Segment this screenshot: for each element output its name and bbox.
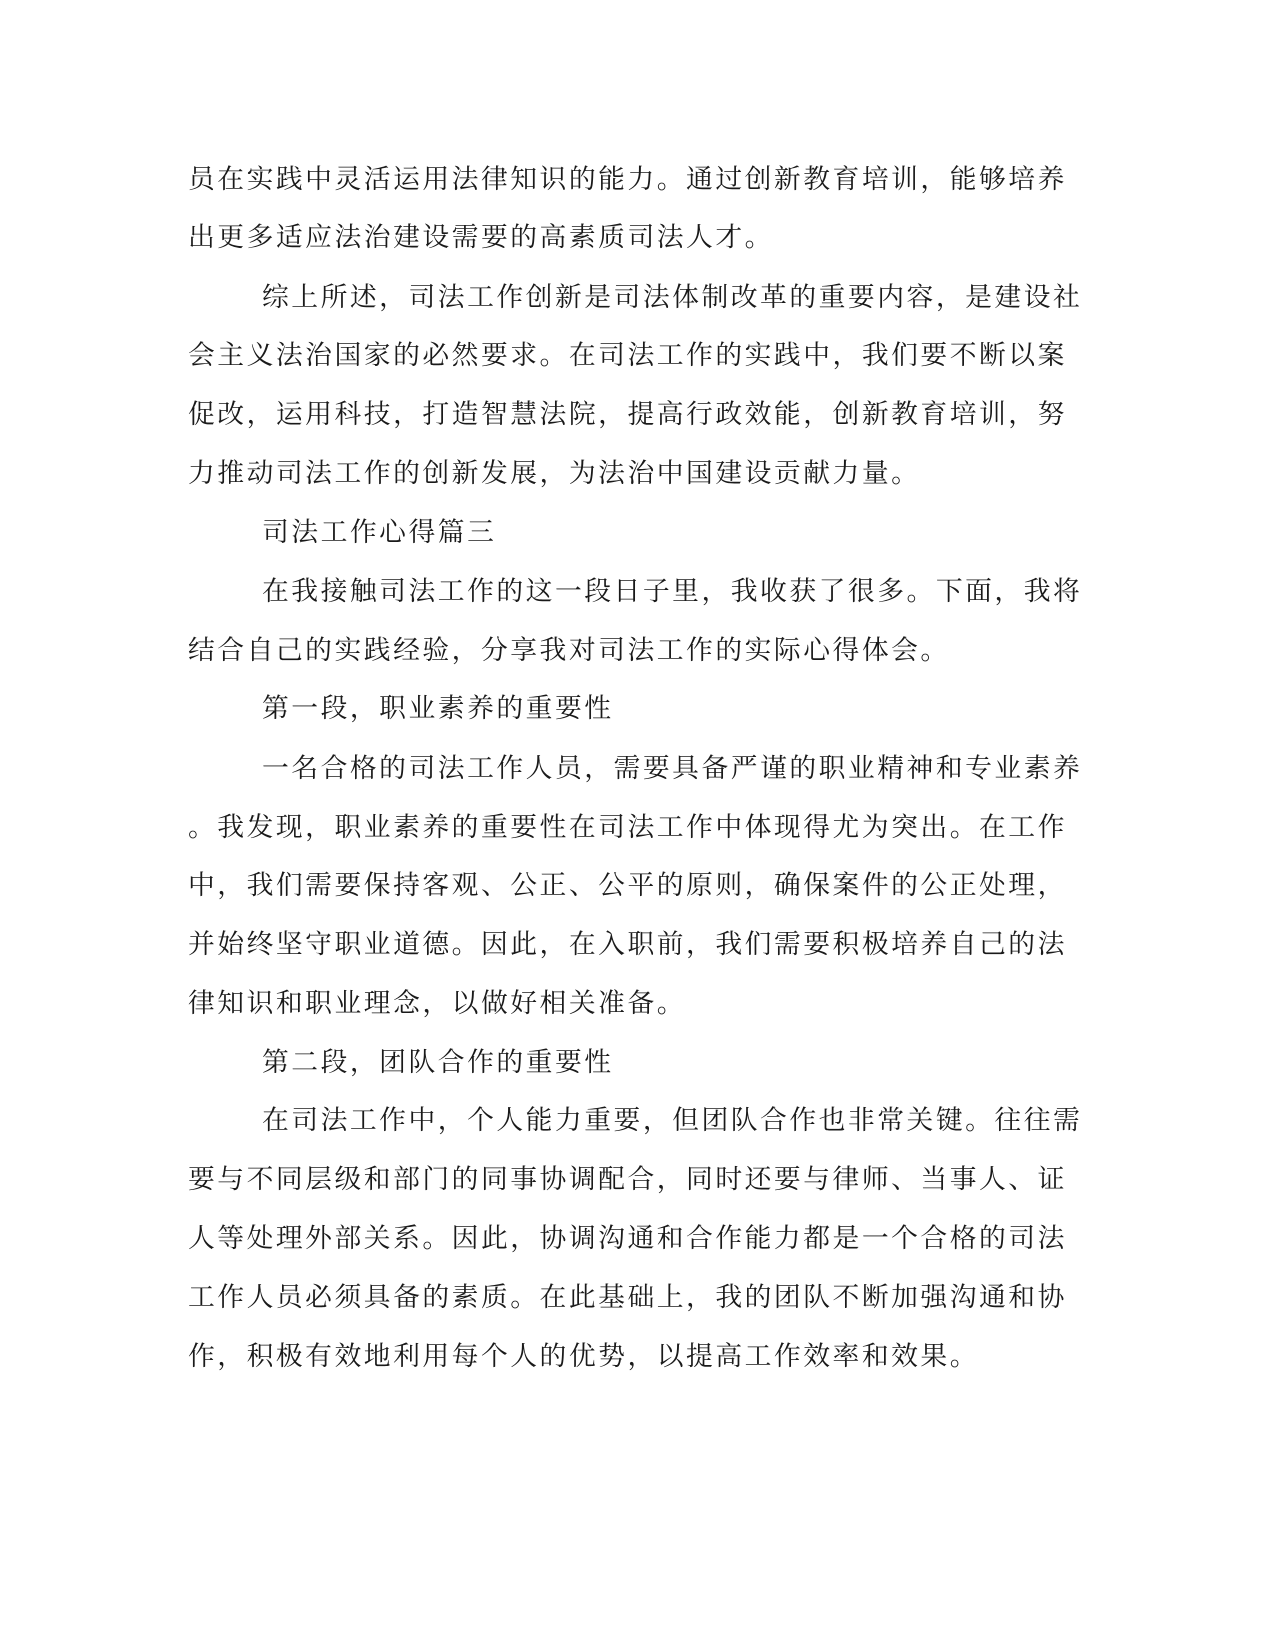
text-line: 出更多适应法治建设需要的高素质司法人才。 (188, 222, 774, 253)
text-line: 结合自己的实践经验，分享我对司法工作的实际心得体会。 (188, 635, 950, 666)
text-line: 员在实践中灵活运用法律知识的能力。通过创新教育培训，能够培养 (188, 164, 1067, 195)
section-subheading: 第二段，团队合作的重要性 (262, 1047, 614, 1078)
text-line: 会主义法治国家的必然要求。在司法工作的实践中，我们要不断以案 (188, 340, 1067, 371)
paragraph-start-line: 在司法工作中，个人能力重要，但团队合作也非常关键。往往需 (262, 1105, 1083, 1136)
text-line: 要与不同层级和部门的同事协调配合，同时还要与律师、当事人、证 (188, 1164, 1067, 1195)
text-line: 作，积极有效地利用每个人的优势，以提高工作效率和效果。 (188, 1341, 980, 1372)
text-line: 律知识和职业理念，以做好相关准备。 (188, 988, 687, 1019)
paragraph-start-line: 综上所述，司法工作创新是司法体制改革的重要内容，是建设社 (262, 282, 1083, 313)
paragraph-start-line: 一名合格的司法工作人员，需要具备严谨的职业精神和专业素养 (262, 753, 1083, 784)
text-line: 。我发现，职业素养的重要性在司法工作中体现得尤为突出。在工作 (188, 812, 1067, 843)
section-heading: 司法工作心得篇三 (262, 517, 497, 548)
text-line: 力推动司法工作的创新发展，为法治中国建设贡献力量。 (188, 458, 921, 489)
paragraph-start-line: 在我接触司法工作的这一段日子里，我收获了很多。下面，我将 (262, 576, 1083, 607)
text-line: 促改，运用科技，打造智慧法院，提高行政效能，创新教育培训，努 (188, 399, 1067, 430)
text-line: 人等处理外部关系。因此，协调沟通和合作能力都是一个合格的司法 (188, 1223, 1067, 1254)
text-line: 并始终坚守职业道德。因此，在入职前，我们需要积极培养自己的法 (188, 929, 1067, 960)
text-line: 工作人员必须具备的素质。在此基础上，我的团队不断加强沟通和协 (188, 1282, 1067, 1313)
text-line: 中，我们需要保持客观、公正、公平的原则，确保案件的公正处理， (188, 870, 1067, 901)
section-subheading: 第一段，职业素养的重要性 (262, 693, 614, 724)
